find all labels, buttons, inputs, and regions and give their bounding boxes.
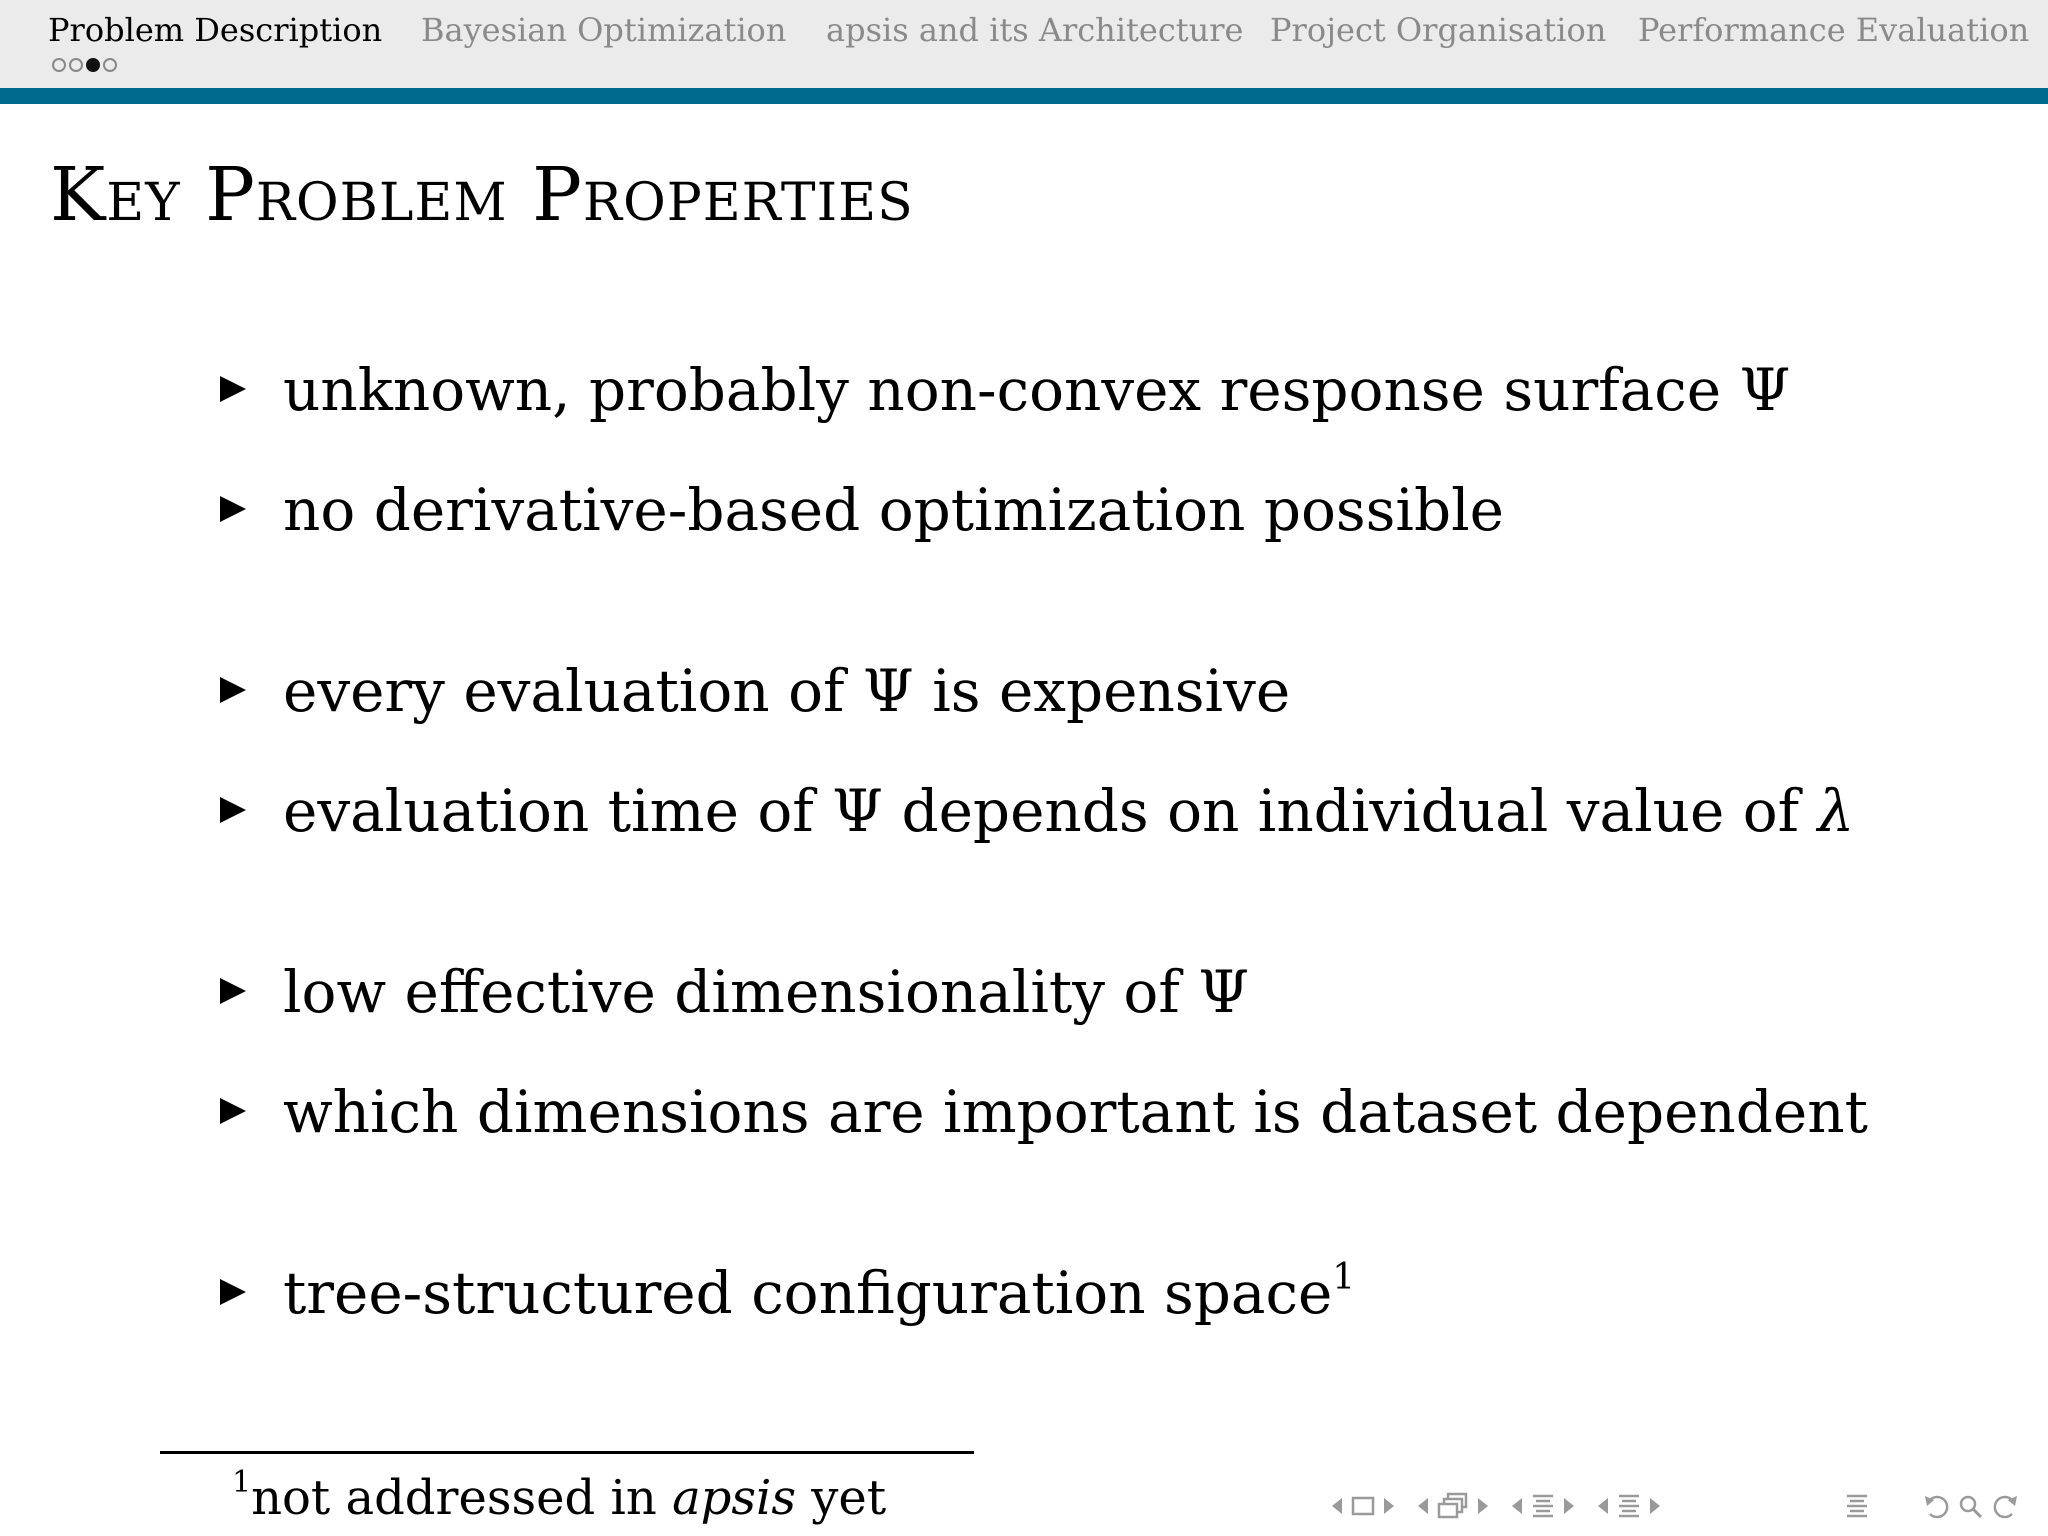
nav-section-problem-description[interactable]: Problem Description — [48, 11, 383, 49]
bullet-text-continued: depends on individual value of — [883, 777, 1818, 845]
document-prev-icon[interactable] — [1596, 1488, 1610, 1524]
nav-section-bayesian-optimization[interactable]: Bayesian Optimization — [421, 11, 787, 49]
triangle-bullet-icon — [220, 677, 246, 703]
subsection-prev-icon[interactable] — [1416, 1488, 1430, 1524]
subsection-icon[interactable] — [1436, 1488, 1470, 1524]
footnote — [232, 1466, 886, 1530]
triangle-bullet-icon — [220, 376, 246, 402]
subsection-next-icon[interactable] — [1476, 1488, 1490, 1524]
triangle-bullet-icon — [220, 496, 246, 522]
footnote-text: not addressed in — [251, 1470, 673, 1526]
outline-icon[interactable] — [1844, 1488, 1870, 1524]
bullet-text: which dimensions are important is dataset dependent — [283, 1078, 1868, 1146]
navigation-controls — [1330, 1488, 2040, 1524]
frame-prev-icon[interactable] — [1330, 1488, 1344, 1524]
psi-symbol: Ψ — [1739, 356, 1791, 424]
lambda-symbol: λ — [1817, 777, 1855, 845]
psi-symbol: Ψ — [832, 777, 884, 845]
footnote-rule — [160, 1451, 974, 1454]
slide-title: Key Problem Properties — [50, 152, 914, 238]
back-icon[interactable] — [1922, 1488, 1952, 1524]
triangle-bullet-icon — [220, 1098, 246, 1124]
psi-symbol: Ψ — [862, 657, 914, 725]
nav-section-performance-evaluation[interactable]: Performance Evaluation — [1638, 11, 2030, 49]
psi-symbol: Ψ — [1198, 958, 1250, 1026]
footnote-text-end: yet — [796, 1470, 887, 1526]
bullet-text: low effective dimensionality of — [283, 958, 1199, 1026]
bullet-text: tree-structured configuration space — [283, 1259, 1333, 1327]
bullet-text: evaluation time of — [283, 777, 833, 845]
bullet-text: every evaluation of — [283, 657, 863, 725]
frame-next-icon[interactable] — [1382, 1488, 1396, 1524]
document-next-icon[interactable] — [1648, 1488, 1662, 1524]
frame-icon[interactable] — [1350, 1488, 1376, 1524]
nav-section-apsis-architecture[interactable]: apsis and its Architecture — [826, 11, 1244, 49]
forward-icon[interactable] — [1990, 1488, 2020, 1524]
bullet-text: no derivative-based optimization possible — [283, 476, 1504, 544]
nav-section-project-organisation[interactable]: Project Organisation — [1270, 11, 1607, 49]
footnote-number: 1 — [232, 1465, 252, 1500]
document-icon[interactable] — [1616, 1488, 1642, 1524]
bullet-text: unknown, probably non-convex response surface — [283, 356, 1740, 424]
footnote-mark[interactable]: 1 — [1332, 1257, 1356, 1298]
bullet-text-continued: is expensive — [913, 657, 1291, 725]
footnote-emphasis: apsis — [672, 1470, 797, 1526]
section-icon[interactable] — [1530, 1488, 1556, 1524]
triangle-bullet-icon — [220, 797, 246, 823]
search-icon[interactable] — [1956, 1488, 1984, 1524]
section-prev-icon[interactable] — [1510, 1488, 1524, 1524]
triangle-bullet-icon — [220, 1279, 246, 1305]
triangle-bullet-icon — [220, 978, 246, 1004]
section-next-icon[interactable] — [1562, 1488, 1576, 1524]
